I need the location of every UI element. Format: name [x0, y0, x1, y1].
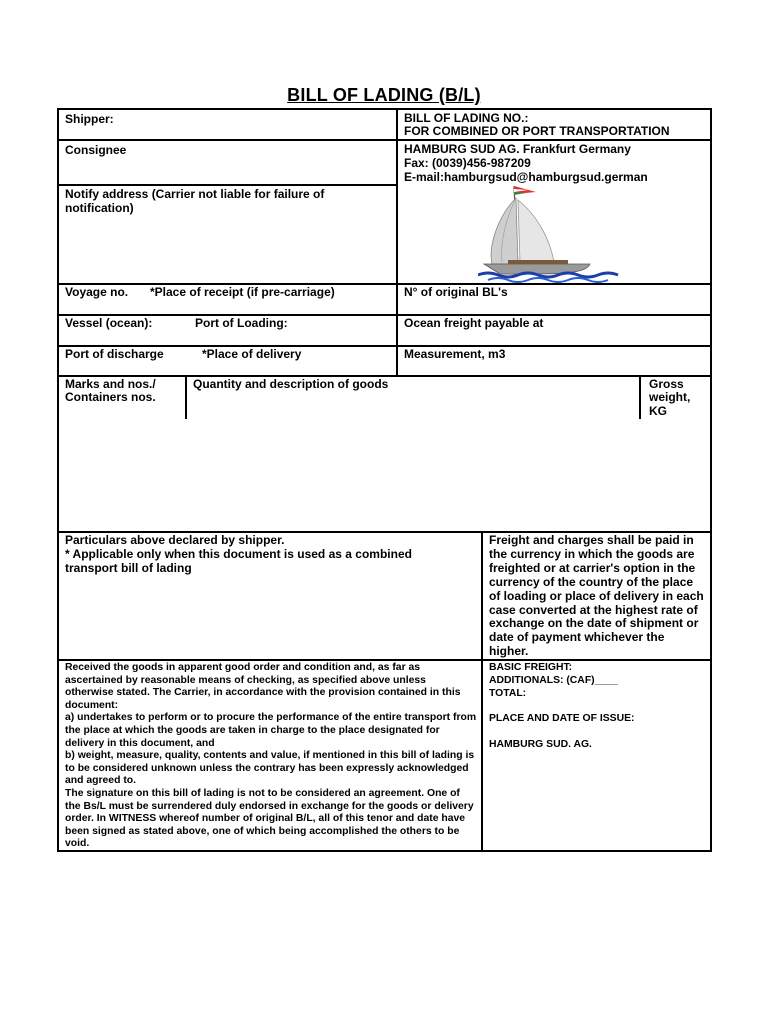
gross-weight-label-2: weight, [649, 390, 691, 404]
carrier-email: E-mail:hamburgsud@hamburgsud.german [404, 170, 648, 184]
marks-label: Marks and nos./ [65, 377, 156, 391]
ocean-freight-label: Ocean freight payable at [404, 316, 544, 330]
gross-weight-label-3: KG [649, 404, 667, 418]
bl-number-label: BILL OF LADING NO.: [404, 111, 529, 125]
total-label: TOTAL: [489, 688, 527, 699]
issuer-name: HAMBURG SUD. AG. [489, 739, 592, 750]
particulars-declaration: Particulars above declared by shipper. [65, 533, 285, 547]
shipper-label: Shipper: [65, 112, 114, 126]
basic-freight-label: BASIC FREIGHT: [489, 662, 573, 673]
place-of-receipt-label: *Place of receipt (if pre-carriage) [150, 285, 335, 299]
applicable-note: * Applicable only when this document is used as a combined transport bill of lading [65, 547, 412, 575]
notify-address-label: Notify address (Carrier not liable for failure of notification) [65, 187, 325, 215]
bl-type-label: FOR COMBINED OR PORT TRANSPORTATION [404, 124, 670, 138]
document-title: BILL OF LADING (B/L) [287, 85, 481, 105]
terms-and-conditions: Received the goods in apparent good order and condition and, as far as ascertained by reasonable means of checking, as specified above unless otherwise stated. The Carrier, in accordance with the provision contained in this document: a) undertakes to perform or to procure the performance of the entire transport from the place at which the goods are taken in charge to the place designated for delivery in this document, and b) weight, measure, quality, contents and value, if mentioned in this bill of lading is to be considered unknown unless the contrary has been expressly acknowledged and agreed to. The signature on this bill of lading is not to be considered an agreement. One of the Bs/L must be surrendered duly endorsed in exchange for the goods or delivery order. In WITNESS whereof number of original B/L, all of this tenor and date have been signed as stated above, one of which being accomplished the others to be void. [65, 662, 477, 850]
voyage-no-label: Voyage no. [65, 285, 129, 299]
place-date-issue-label: PLACE AND DATE OF ISSUE: [489, 713, 635, 724]
measurement-label: Measurement, m3 [404, 347, 506, 361]
gross-weight-label-1: Gross [649, 377, 684, 391]
port-of-loading-label: Port of Loading: [195, 316, 288, 330]
sailboat-logo-icon [478, 176, 624, 284]
original-bls-label: N° of original BL's [404, 285, 508, 299]
containers-label: Containers nos. [65, 390, 156, 404]
freight-charges-note: Freight and charges shall be paid in the currency in which the goods are freighted or at carrier's option in the currency of the country of the place of loading or place of delivery in each case converted at the highest rate of exchange on the date of shipment or date of payment whichever the higher. [489, 533, 704, 659]
vessel-label: Vessel (ocean): [65, 316, 153, 330]
carrier-fax: Fax: (0039)456-987209 [404, 156, 531, 170]
carrier-name: HAMBURG SUD AG. Frankfurt Germany [404, 142, 631, 156]
additionals-label: ADDITIONALS: (CAF)____ [489, 675, 618, 686]
goods-description-label: Quantity and description of goods [193, 377, 389, 391]
consignee-label: Consignee [65, 143, 127, 157]
place-of-delivery-label: *Place of delivery [202, 347, 302, 361]
port-of-discharge-label: Port of discharge [65, 347, 164, 361]
